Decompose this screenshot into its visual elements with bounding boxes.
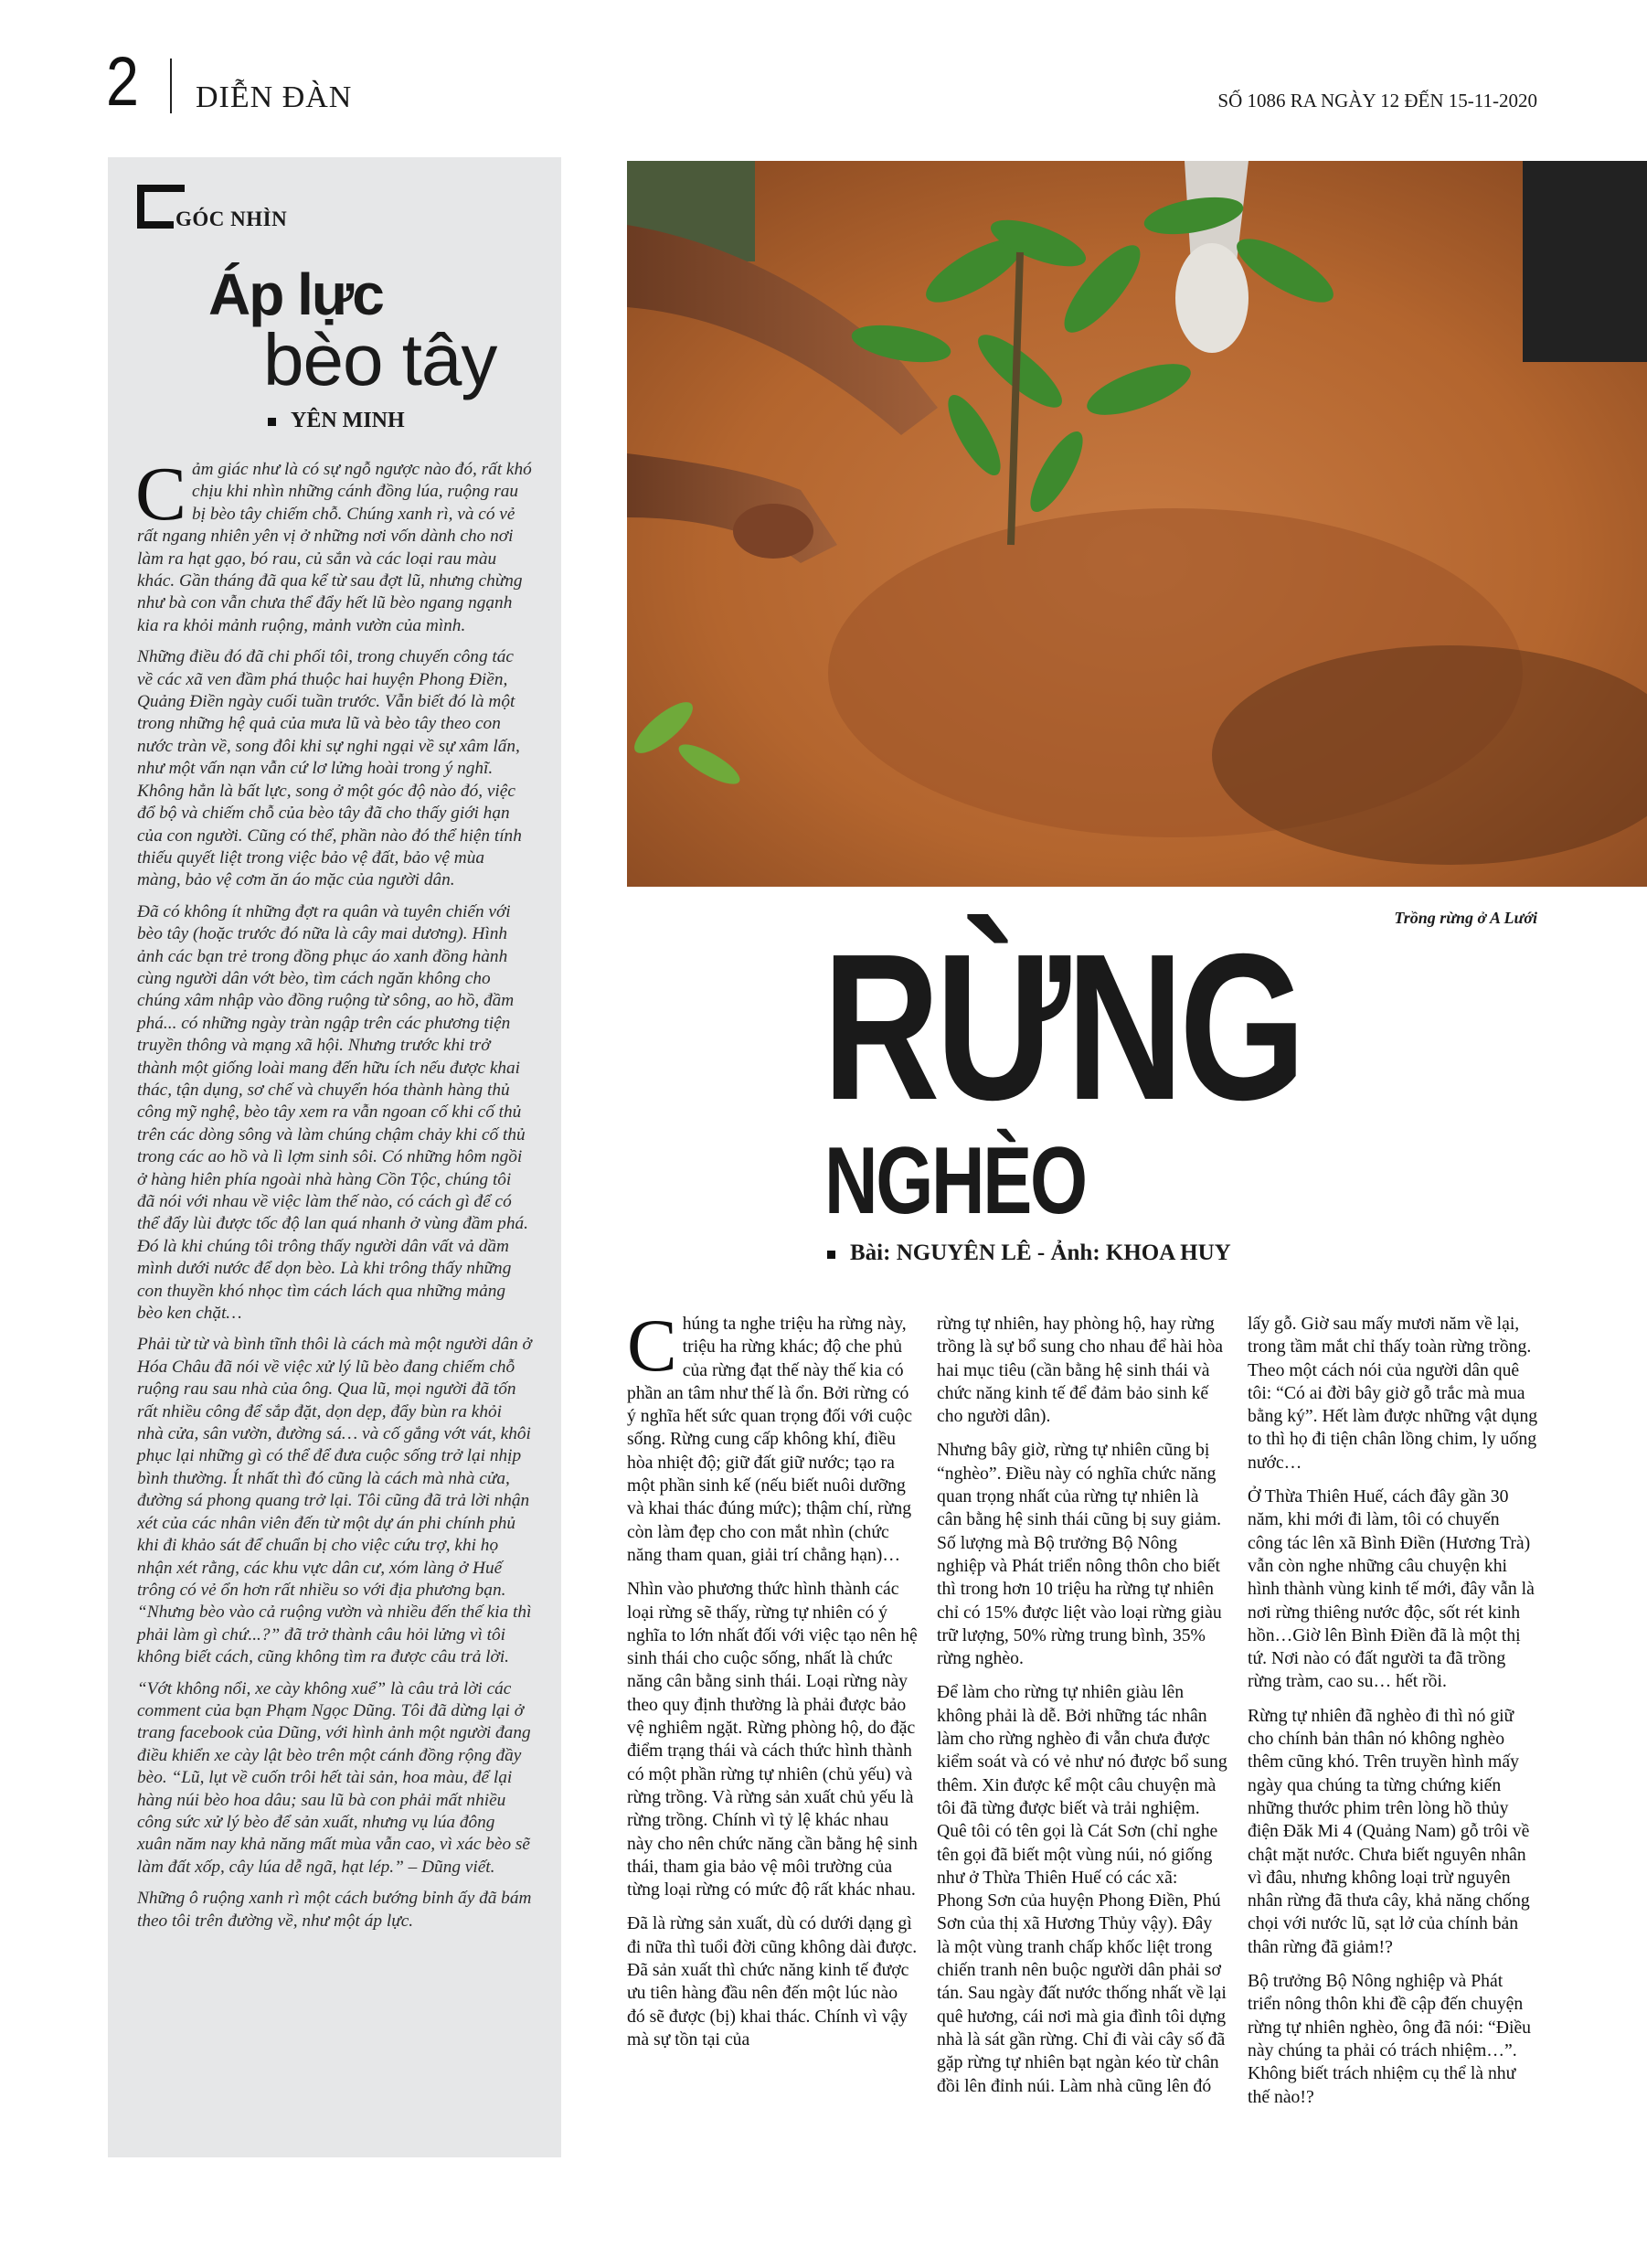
photo-planting-tree — [627, 161, 1647, 887]
article-column-3 — [1248, 1313, 1538, 2120]
paragraph: “Vớt không nổi, xe cày không xuể” là câu trả lời các comment của bạn Phạm Ngọc Dũng. Tôi đã dừng lại ở trang facebook của Dũng, với hình ảnh một người đang điều khiển xe cày lật bèo trên một cánh đồng rộng đầy bèo. “Lũ, lụt về cuốn trôi hết tài sản, hoa màu, để lại hàng núi bèo hoa dâu; sau lũ bà con phải mất nhiều công sức xử lý bèo để sản xuất, nhưng vụ lúa đông xuân năm nay khả năng mất mùa vẫn cao, vì xác bèo sẽ làm đất xốp, cây lúa dễ ngã, hạt lép.” – Dũng viết. — [137, 1678, 531, 1877]
paragraph: Phải từ từ và bình tĩnh thôi là cách mà một người dân ở Hóa Châu đã nói về việc xử lý lũ bèo đang chiếm chỗ ruộng rau sau nhà của ông. Qua lũ, mọi người đã tốn rất nhiều công để sắp đặt, dọn dẹp, đẩy bùn ra khỏi nhà cửa, sân vườn, đường sá… và cố gắng vớt vát, khôi phục lại những gì có thể để đưa cuộc sống trở lại nhịp bình thường. Ít nhất thì đó cũng là cách mà nhà cửa, đường sá phong quang trở lại. Tôi cũng đã trả lời nhận xét của các nhân viên đến từ một dự án phi chính phủ khi đi khảo sát để chuẩn bị cho việc cứu trợ, khi họ nhận xét rằng, các khu vực dân cư, xóm làng ở Huế trông có vẻ ổn hơn rất nhiều so với địa phương bạn. “Nhưng bèo vào cả ruộng vườn và nhiều đến thế kia thì phải làm gì chứ...?” đã trở thành câu hỏi lửng vì tôi không biết cách, cũng không tìm ra được câu trả lời. — [137, 1335, 532, 1667]
issue-info: SỐ 1086 RA NGÀY 12 ĐẾN 15-11-2020 — [1217, 90, 1537, 112]
bullet-icon — [268, 418, 276, 426]
bullet-icon — [827, 1251, 835, 1259]
paragraph: Rừng tự nhiên đã nghèo đi thì nó giữ cho chính bản thân nó không nghèo thêm cũng khó. Trên truyền hình mấy ngày qua chúng ta từng chứng kiến những thước phim trên lòng hồ thủy điện Đăk Mi 4 (Quảng Nam) gỗ trôi về chật mặt nước. Chưa biết nguyên nhân vì đâu, nhưng không loại trừ nguyên nhân rừng đã thưa cây, khả năng chống chọi với nước lũ, sạt lở của chính bản thân rừng đã giảm!? — [1248, 1705, 1530, 1957]
sidebar-author — [268, 410, 405, 431]
paragraph: rừng tự nhiên, hay phòng hộ, hay rừng trồng là sự bổ sung cho nhau để hài hòa hai mục tiêu (cần bằng hệ sinh thái và chức năng kinh tế để đảm bảo sinh kế cho người dân). — [937, 1314, 1224, 1427]
paragraph — [135, 452, 532, 637]
paragraph-text: húng ta nghe triệu ha rừng này, triệu ha rừng khác; độ che phủ của rừng đạt thế này thế kia có phần an tâm như thế là ổn. Bởi rừng có ý nghĩa hết sức quan trọng đối với cuộc sống. Rừng cung cấp không khí, điều hòa nhiệt độ; giữ đất giữ nước; tạo ra một phần sinh kế (nếu biết nuôi dưỡng và khai thác đúng mức); thậm chí, rừng còn làm đẹp cho con mắt nhìn (chức năng tham quan, giải trí chẳng hạn)… — [627, 1314, 912, 1565]
paragraph: lấy gỗ. Giờ sau mấy mươi năm về lại, trong tầm mắt chỉ thấy toàn rừng trồng. Theo một cách nói của người dân quê tôi: “Có ai đời bây giờ gỗ trắc mà mua bằng ký”. Hết làm được những vật dụng to thì họ đi tiện chân lồng chim, ly uống nước… — [1248, 1314, 1538, 1473]
drop-cap: C — [627, 1304, 677, 1387]
article-byline — [827, 1241, 1231, 1264]
paragraph: Những điều đó đã chi phối tôi, trong chuyến công tác về các xã ven đầm phá thuộc hai huyện Phong Điền, Quảng Điền ngày cuối tuần trước. Vẫn biết đó là một trong những hệ quả của mưa lũ và bèo tây theo con nước tràn về, song đôi khi sự nghi ngại về sự xâm lấn, như một vấn nạn vẫn cứ lơ lửng hoài trong ý nghĩ. Không hẳn là bất lực, song ở một góc độ nào đó, việc đổ bộ và chiếm chỗ của bèo tây đã cho thấy giới hạn của con người. Cũng có thể, phần nào đó thể hiện tính thiếu quyết liệt trong việc bảo vệ đất, bảo vệ mùa màng, bảo vệ cơm ăn áo mặc của người dân. — [137, 647, 522, 890]
paragraph-text: ảm giác như là có sự ngỗ ngược nào đó, rất khó chịu khi nhìn những cánh đồng lúa, ruộng rau bị bèo tây chiếm chỗ. Chúng xanh rì, và có vẻ rất ngang nhiên yên vị ở những nơi vốn dành cho nơi làm ra hạt gạo, bó rau, củ sắn và các loại rau màu khác. Gần tháng đã qua kể từ sau đợt lũ, nhưng chừng như bà con vẫn chưa thể đẩy hết lũ bèo ngang ngạnh kia ra khỏi mảnh ruộng, mảnh vườn của mình. — [137, 460, 532, 635]
article-column-2 — [937, 1313, 1227, 2109]
byline-text: Bài: NGUYÊN LÊ - Ảnh: KHOA HUY — [850, 1240, 1231, 1265]
drop-cap: C — [135, 452, 187, 537]
column-label: GÓC NHÌN — [175, 208, 288, 230]
sidebar-title-line1: Áp lực — [208, 261, 383, 327]
article-title-line1: RỪNG — [823, 911, 1302, 1144]
article-column-1 — [627, 1304, 918, 2062]
sidebar-body — [135, 452, 532, 1942]
paragraph: Ở Thừa Thiên Huế, cách đây gần 30 năm, khi mới đi làm, tôi có chuyến công tác lên xã Bình Điền (Hương Trà) vẫn còn nghe những câu chuyện khi hình thành vùng kinh tế mới, đây vẫn là nơi rừng thiêng nước độc, sốt rét kinh hồn…Giờ lên Bình Điền đã là một thị tứ. Nơi nào có đất người ta đã trồng rừng tràm, cao su… hết rồi. — [1248, 1486, 1535, 1692]
section-title: DIỄN ĐÀN — [196, 80, 353, 114]
photo-caption: Trồng rừng ở A Lưới — [1394, 909, 1537, 927]
paragraph: Để làm cho rừng tự nhiên giàu lên không phải là dễ. Bởi những tác nhân làm cho rừng nghèo đi vẫn chưa được kiểm soát và có vẻ như nó được bổ sung thêm. Xin được kể một câu chuyện mà tôi đã từng được biết và trải nghiệm. Quê tôi có tên gọi là Cát Sơn (chỉ nghe tên gọi đã biết một vùng núi, nó giống như ở Thừa Thiên Huế có các xã: Phong Sơn của huyện Phong Điền, Phú Sơn của thị xã Hương Thủy vậy). Đây là một vùng tranh chấp khốc liệt trong chiến tranh nên buộc người dân phải sơ tán. Sau ngày đất nước thống nhất về lại quê hương, cái nơi mà gia đình tôi dựng nhà là sát gần rừng. Chỉ đi vài cây số đã gặp rừng tự nhiên bạt ngàn kéo từ chân đồi lên đỉnh núi. Làm nhà cũng lên đó — [937, 1682, 1227, 2096]
paragraph: Đã có không ít những đợt ra quân và tuyên chiến với bèo tây (hoặc trước đó nữa là cây mai dương). Hình ảnh các bạn trẻ trong đồng phục áo xanh đồng hành cùng người dân vớt bèo, tìm cách ngăn không cho chúng xâm nhập vào đồng ruộng từ sông, ao hồ, đầm phá... có những ngày tràn ngập trên các phương tiện truyền thông và mạng xã hội. Nhưng trước khi trở thành một giống loài mang đến hữu ích nếu được khai thác, tận dụng, sơ chế và chuyển hóa thành hàng thủ công mỹ nghệ, bèo tây xem ra vẫn ngoan cố khi cố thủ trên các dòng sông và làm chúng chậm chảy khi cố thủ trong các ao hồ và lì lợm sinh sôi. Có những hôm ngồi ở hàng hiên phía ngoài nhà hàng Cồn Tộc, chúng tôi đã nói với nhau về việc làm thế nào, có cách gì để có thể đẩy lùi được tốc độ lan quá nhanh ở vùng đầm phá. Đó là khi chúng tôi trông thấy người dân vất vả dầm mình dưới nước để dọn bèo. Là khi trông thấy những con thuyền khó nhọc tìm cách lách qua những mảng bèo ken chặt… — [137, 901, 528, 1324]
paragraph: Những ô ruộng xanh rì một cách bướng bỉnh ấy đã bám theo tôi trên đường về, như một áp lực. — [137, 1889, 532, 1931]
paragraph: Nhưng bây giờ, rừng tự nhiên cũng bị “nghèo”. Điều này có nghĩa chức năng quan trọng nhất của rừng tự nhiên là cân bằng hệ sinh thái cũng bị suy giảm. Số lượng mà Bộ trưởng Bộ Nông nghiệp và Phát triển nông thôn cho biết thì trong hơn 10 triệu ha rừng tự nhiên chỉ có 15% được liệt vào loại rừng giàu trữ lượng, 50% rừng trung bình, 35% rừng nghèo. — [937, 1440, 1222, 1669]
paragraph: Đã là rừng sản xuất, dù có dưới dạng gì đi nữa thì tuổi đời cũng không dài được. Đã sản xuất thì chức năng kinh tế được ưu tiên hàng đầu nên đến một lúc nào đó sẽ được (bị) khai thác. Chính vì vậy mà sự tồn tại của — [627, 1913, 918, 2050]
page-number: 2 — [106, 43, 139, 121]
article-photo — [627, 161, 1647, 887]
article-title-line2: NGHÈO — [824, 1128, 1086, 1234]
author-name: YÊN MINH — [291, 409, 405, 432]
sidebar-title-line2: bèo tây — [263, 319, 497, 400]
paragraph — [627, 1304, 918, 1567]
sidebar-column — [108, 157, 561, 2157]
paragraph: Nhìn vào phương thức hình thành các loại rừng sẽ thấy, rừng tự nhiên có ý nghĩa to lớn nhất đối với việc tạo nên hệ sinh thái cho cuộc sống, nhất là chức năng cân bằng sinh thái. Loại rừng này theo quy định thường là phải được bảo vệ nghiêm ngặt. Rừng phòng hộ, do đặc điểm trạng thái và cách thức hình thành có một phần rừng tự nhiên (chủ yếu) và rừng trồng. Và rừng sản xuất chủ yếu là rừng trồng. Chính vì tỷ lệ khác nhau này cho nên chức năng cần bằng hệ sinh thái, tham gia bảo vệ môi trường của từng loại rừng có mức độ rất khác nhau. — [627, 1579, 918, 1901]
paragraph: Bộ trưởng Bộ Nông nghiệp và Phát triển nông thôn khi đề cập đến chuyện rừng tự nhiên nghèo, ông đã nói: “Điều này chúng ta phải có trách nhiệm…”. Không biết trách nhiệm cụ thể là như thế nào!? — [1248, 1971, 1532, 2107]
header-divider — [170, 59, 172, 113]
